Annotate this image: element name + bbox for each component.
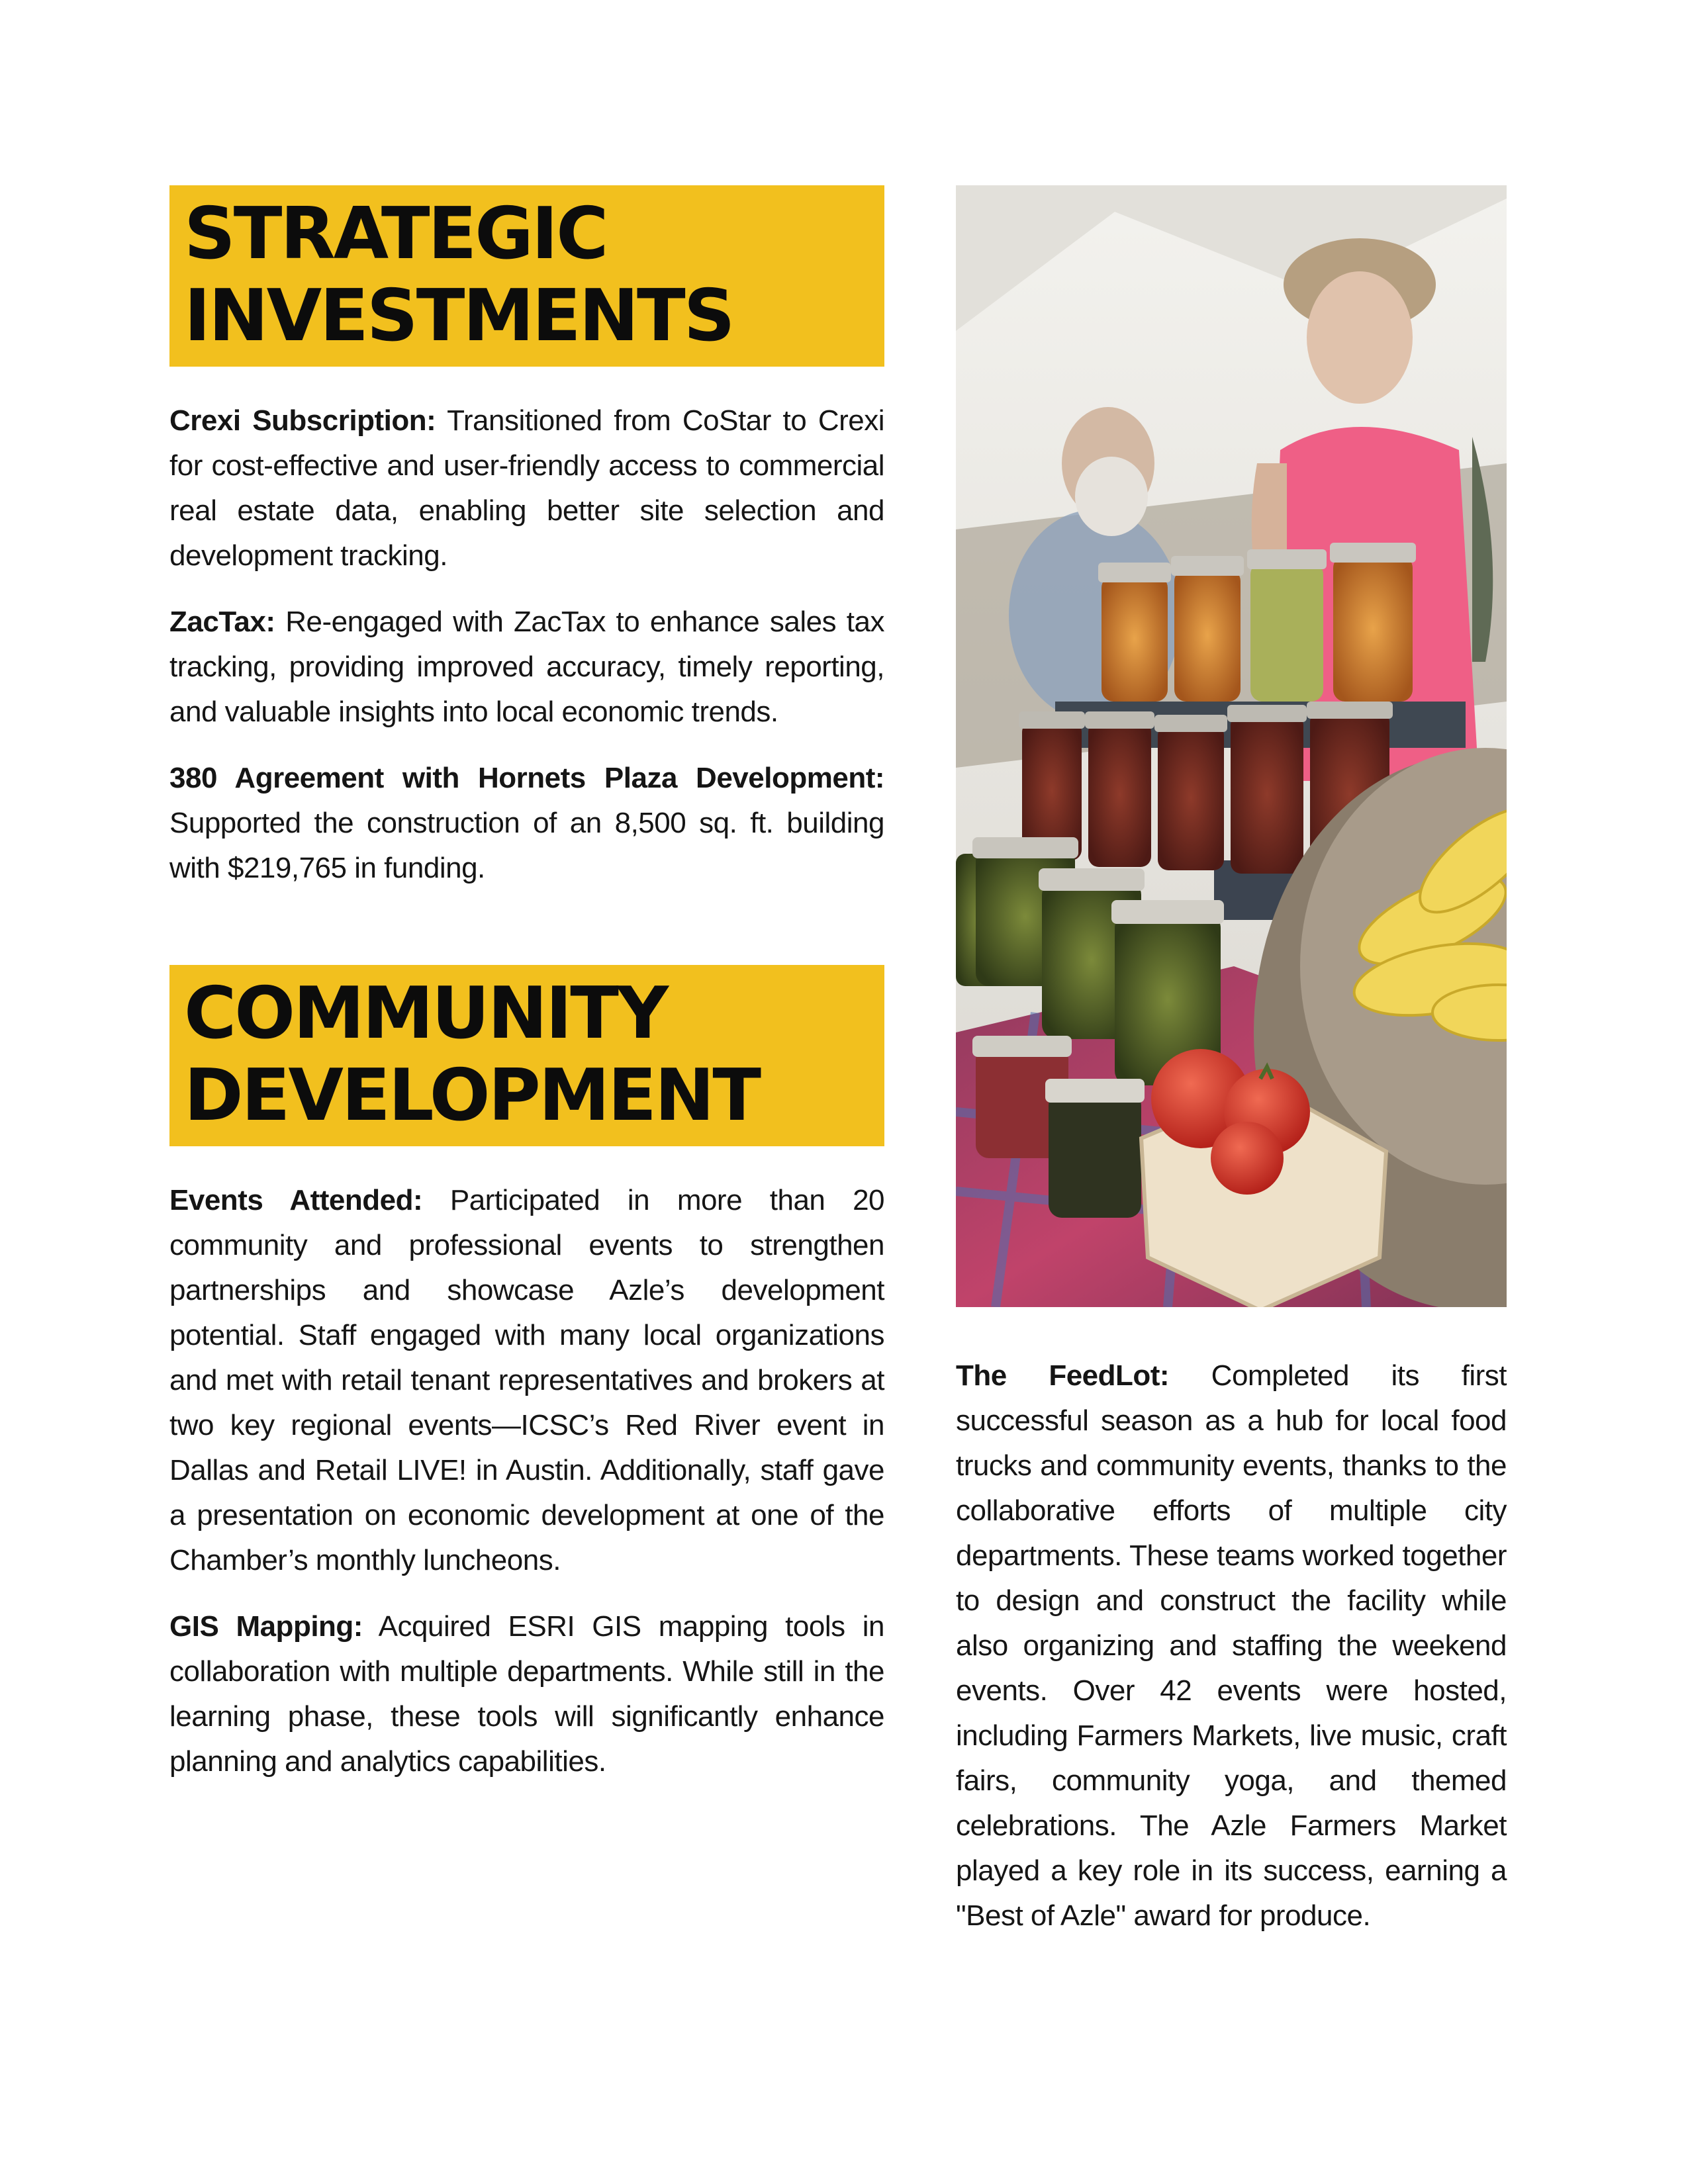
right-column — [956, 185, 1507, 1938]
strategic-investments-heading — [169, 185, 884, 367]
community-development-heading — [169, 965, 884, 1146]
gis-mapping-paragraph: GIS Mapping: Acquired ESRI GIS mapping tools in collaboration with multiple departments. While still in the learning phase, these tools will significantly enhance planning and analytics capabilities. — [169, 1610, 884, 1778]
heading-line: DEVELOPMENT — [184, 1054, 760, 1137]
heading-line: INVESTMENTS — [184, 275, 733, 357]
farmers-market-photo — [956, 185, 1507, 1307]
zactax-paragraph: ZacTax: Re-engaged with ZacTax to enhance sales tax tracking, providing improved accuracy, timely reporting, and valuable insights into local economic trends. — [169, 606, 884, 728]
hornets-plaza-paragraph: 380 Agreement with Hornets Plaza Development: Supported the construction of an 8,500 sq. ft. building with $219,765 in funding. — [169, 762, 884, 884]
crexi-subscription-paragraph: Crexi Subscription: Transitioned from CoStar to Crexi for cost-effective and user-friendly access to commercial real estate data, enabling better site selection and development tracking. — [169, 404, 884, 572]
heading-line: STRATEGIC — [184, 193, 607, 275]
farmers-market-illustration-icon — [956, 185, 1507, 1307]
events-attended-paragraph: Events Attended: Participated in more than 20 community and professional events to strengthen partnerships and showcase Azle’s development potential. Staff engaged with many local organizations and met with retail tenant representatives and brokers at two key regional events—ICSC’s Red River event in Dallas and Retail LIVE! in Austin. Additionally, staff gave a presentation on economic development at one of the Chamber’s monthly luncheons. — [169, 1184, 885, 1576]
feedlot-paragraph: The FeedLot: Completed its first successful season as a hub for local food trucks and community events, thanks to the collaborative efforts of multiple city departments. These teams worked together to design and construct the facility while also organizing and staffing the weekend events. Over 42 events were hosted, including Farmers Markets, live music, craft fairs, community yoga, and themed celebrations. The Azle Farmers Market played a key role in its success, earning a "Best of Azle" award for produce. — [956, 1359, 1507, 1932]
heading-line: COMMUNITY — [184, 972, 667, 1055]
left-column — [169, 185, 884, 1784]
